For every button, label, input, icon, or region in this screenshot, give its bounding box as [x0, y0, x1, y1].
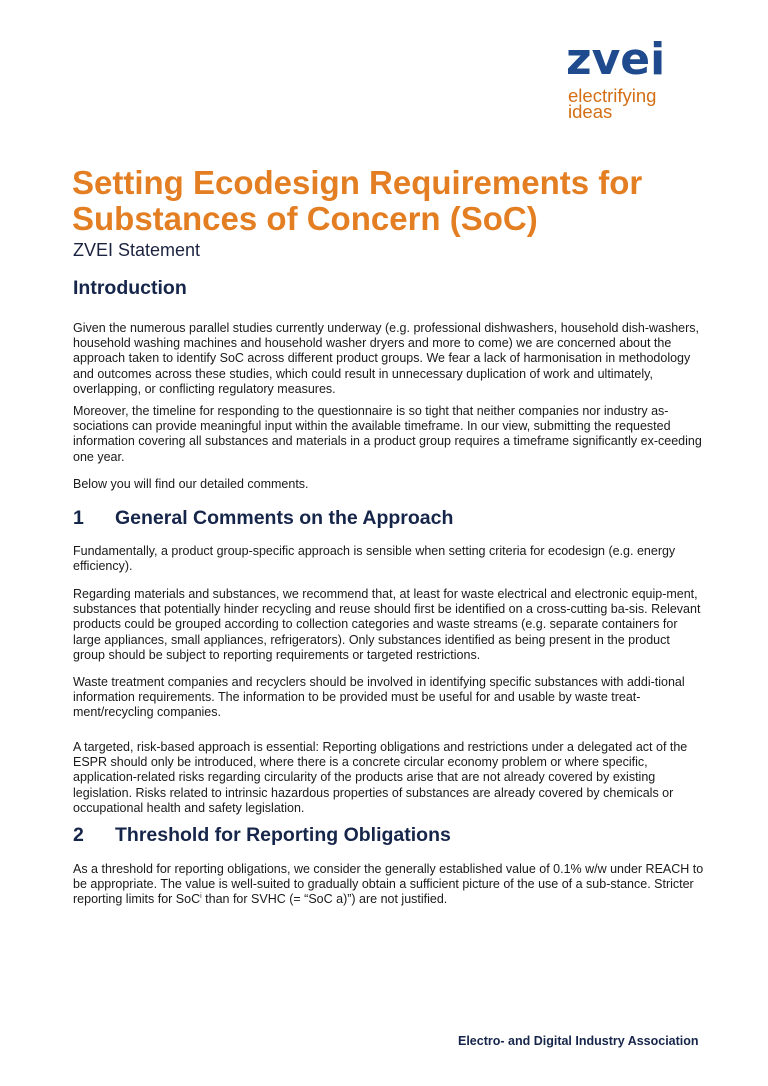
logo-tagline-line1: electrifying: [568, 85, 657, 106]
zvei-logo: [566, 34, 726, 122]
intro-paragraph-2: Moreover, the timeline for responding to the questionnaire is so tight that neither companies nor industry as-sociations can provide meaningful input within the available timeframe. In our view, submitting the requested information covering all substances and materials in a product group requires a timeframe significantly ex-ceeding one year.: [73, 404, 702, 464]
section-2-paragraph-1-tail: than for SVHC (= “SoC a)”) are not justified.: [201, 892, 448, 907]
intro-paragraph-1: Given the numerous parallel studies currently underway (e.g. professional dishwashers, household dish-washers, household washing machines and household washer dryers and more to come) we are concerned about the approach taken to identify SoC across different product groups. We fear a lack of harmonisation in methodology and outcomes across these studies, which could result in unnecessary duplication of work and ultimately, overlapping, or conflicting regulatory measures.: [73, 321, 700, 396]
section-2-paragraph-1-text: As a threshold for reporting obligations, we consider the generally established value of 0.1% w/w under REACH to be appropriate. The value is well-suited to gradually obtain a sufficient picture of the use of a sub-stance. Stricter reporting limits for SoC: [73, 862, 704, 907]
section-1-paragraph-3: Waste treatment companies and recyclers should be involved in identifying specific substances with addi-tional information requirements. The information to be provided must be useful for and usable by waste treat-ment/recycling companies.: [73, 675, 685, 720]
logo-wordmark: zvei: [566, 34, 666, 85]
footer-association-name: Electro- and Digital Industry Association: [458, 1034, 699, 1048]
document-subtitle: ZVEI Statement: [73, 240, 201, 260]
section-2-heading: [73, 824, 451, 847]
section-1-title: General Comments on the Approach: [115, 507, 454, 529]
introduction-heading: Introduction: [73, 277, 187, 299]
section-2-title: Threshold for Reporting Obligations: [115, 824, 451, 846]
footnote-marker[interactable]: i: [200, 893, 202, 901]
intro-paragraph-3: Below you will find our detailed comments.: [73, 477, 309, 491]
section-1-paragraph-1: Fundamentally, a product group-specific approach is sensible when setting criteria for ecodesign (e.g. energy efficiency).: [73, 544, 676, 574]
section-2-paragraph-1: [73, 862, 705, 908]
logo-tagline-line2: ideas: [568, 101, 613, 122]
section-2-number: 2: [73, 824, 84, 846]
document-title: Setting Ecodesign Requirements for Substances of Concern (SoC): [72, 164, 643, 237]
section-1-number: 1: [73, 507, 84, 529]
section-1-heading: [73, 507, 453, 530]
section-1-paragraph-2: Regarding materials and substances, we recommend that, at least for waste electrical and electronic equip-ment, substances that potentially hinder recycling and reuse should first be identified on a cross-cutting ba-sis. Relevant products could be grouped according to collection categories and waste streams (e.g. separate containers for large appliances, small appliances, refrigerators). Only substances identified as being present in the product group should be subject to reporting requirements or targeted restrictions.: [73, 587, 701, 662]
section-1-paragraph-4: A targeted, risk-based approach is essential: Reporting obligations and restrictions under a delegated act of the ESPR should only be introduced, where there is a concrete circular economy problem or where specific, application-related risks regarding circularity of the products arise that are not already covered by existing legislation. Risks related to intrinsic hazardous properties of substances are already covered by chemicals or occupational health and safety legislation.: [73, 740, 688, 815]
